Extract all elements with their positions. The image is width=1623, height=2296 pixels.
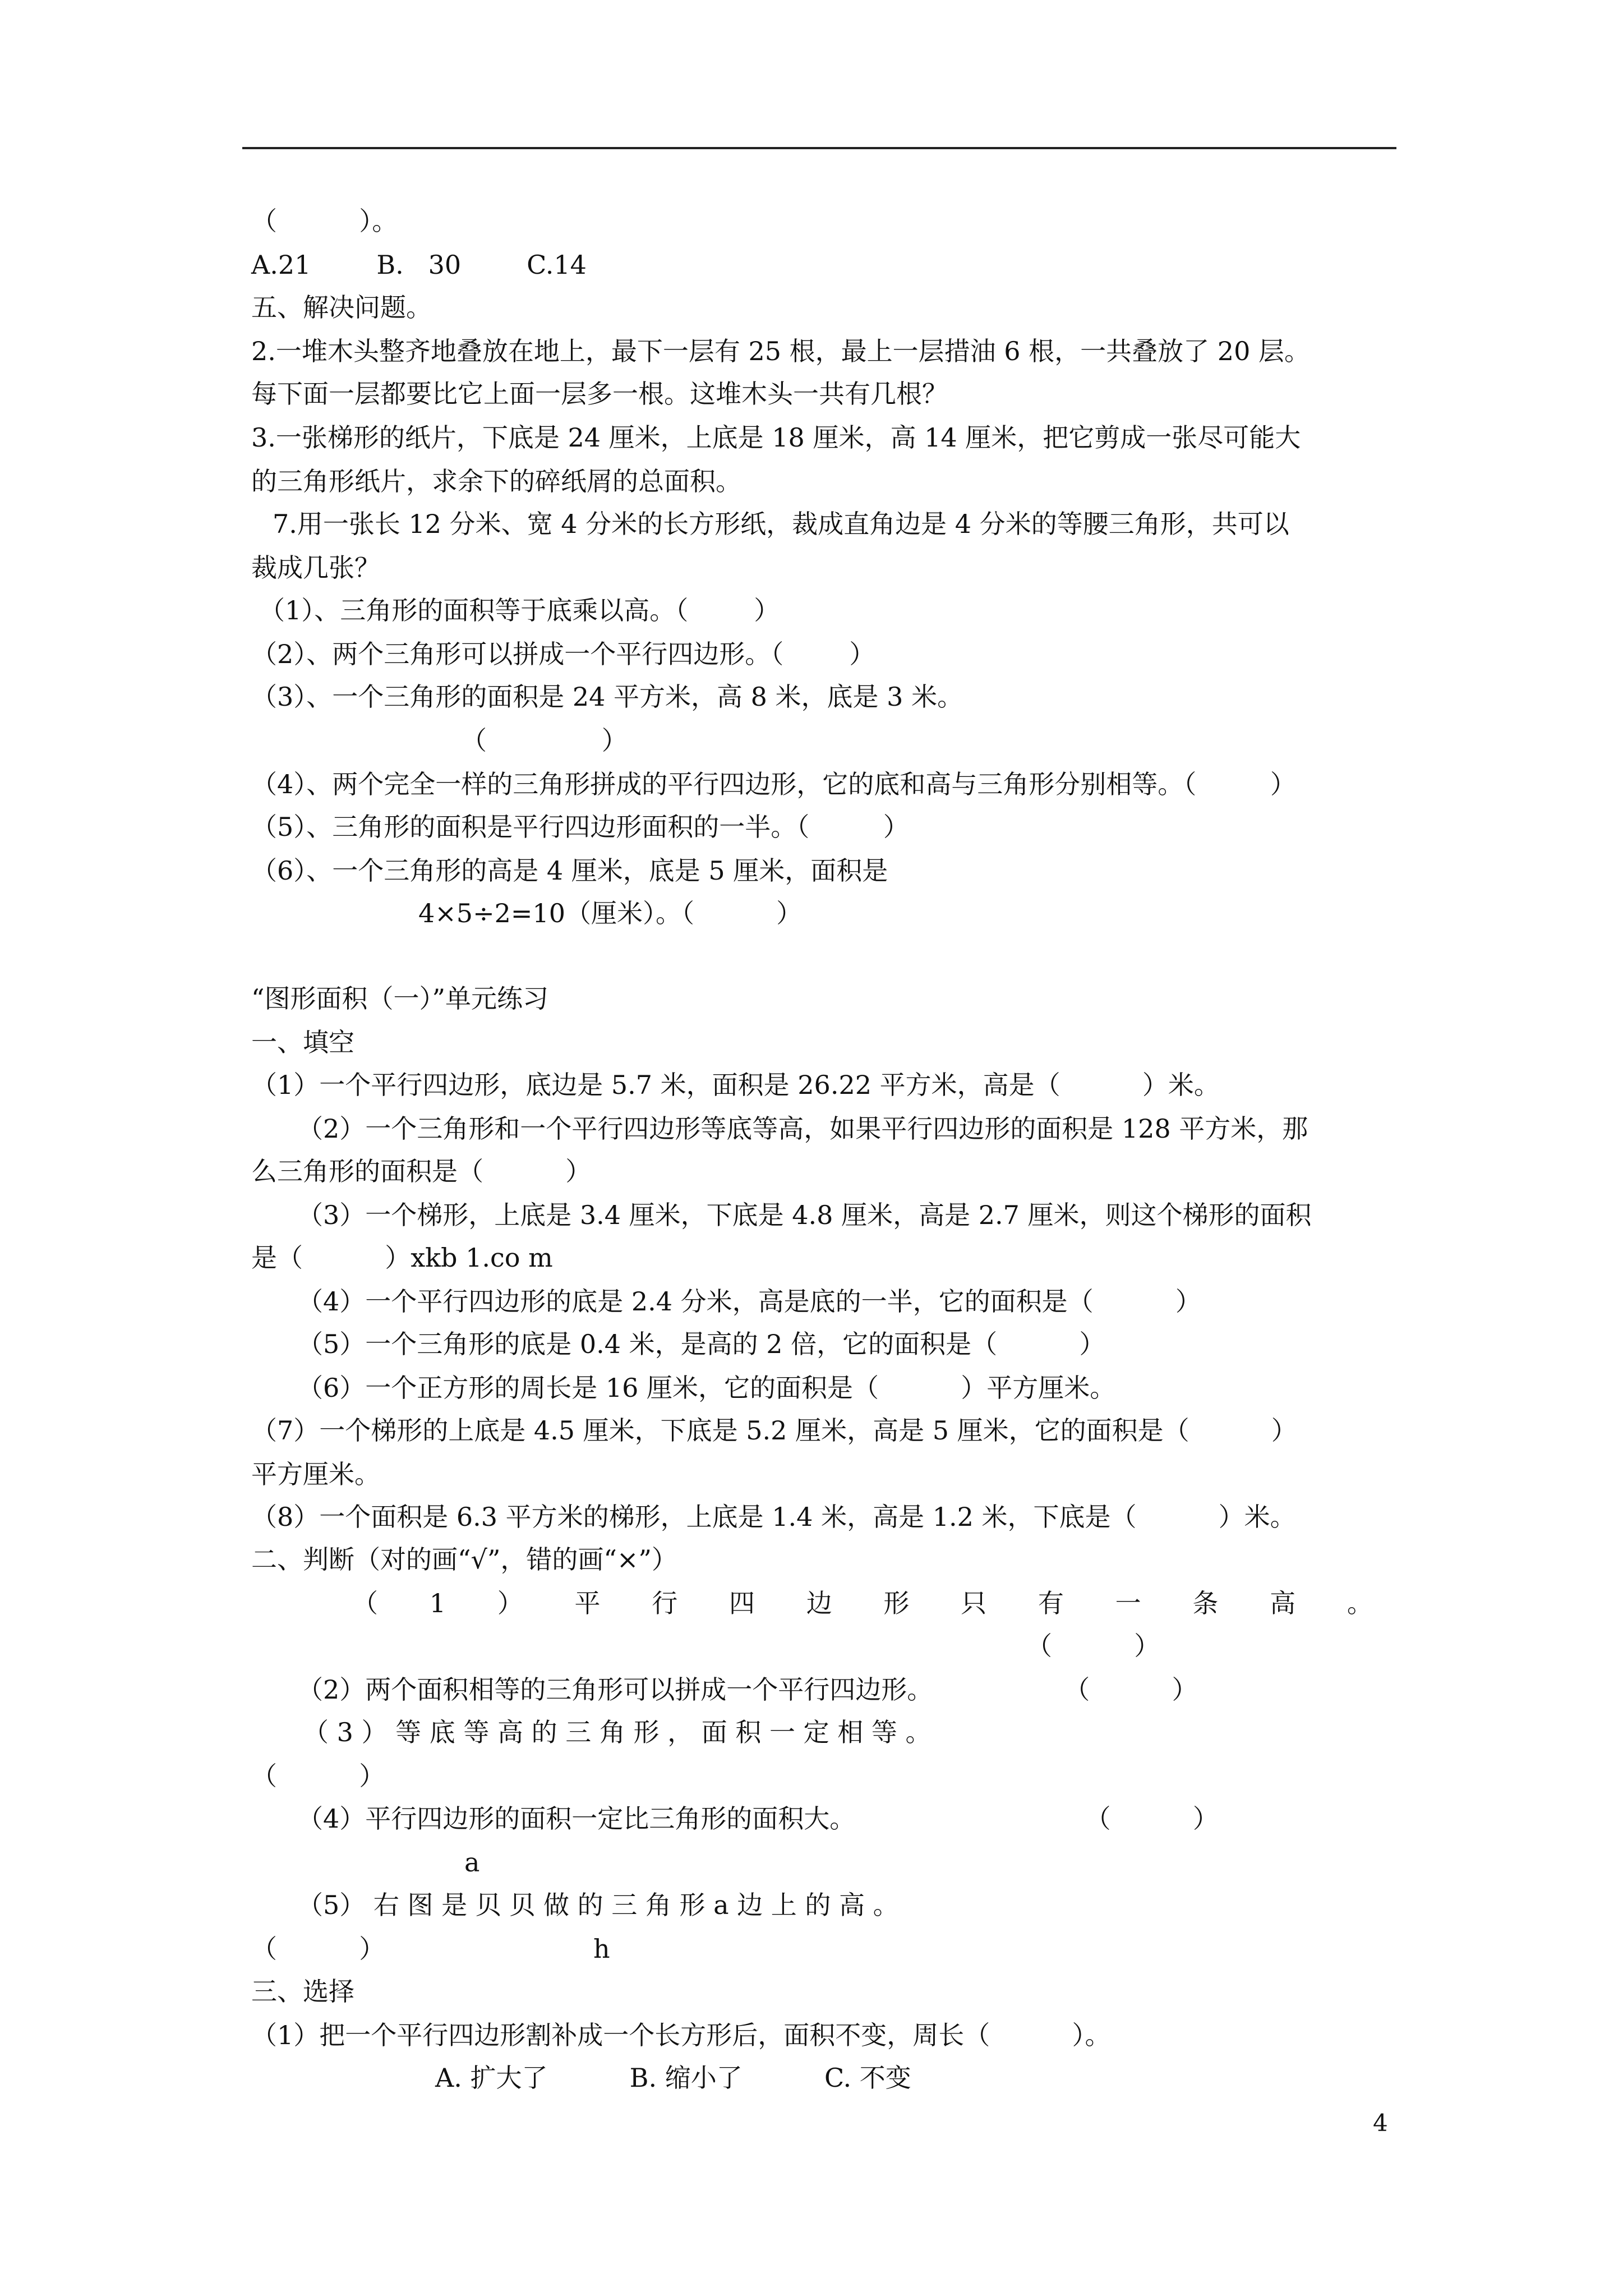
judgement-item: （ 3 ） 等 底 等 高 的 三 角 形 ， 面 积 一 定 相 等 。 (303, 1717, 932, 1747)
judgement-item: （2）、两个三角形可以拼成一个平行四边形。（ ） (251, 639, 875, 669)
choice-item: （1）把一个平行四边形割补成一个长方形后，面积不变，周长（ ）。 (251, 2020, 1111, 2050)
answer-blank: （ ） (251, 1761, 385, 1791)
char: 边 (806, 1588, 832, 1618)
char: 四 (728, 1588, 755, 1618)
char: 1 (429, 1588, 446, 1618)
judgement-item: （1）、三角形的面积等于底乘以高。（ ） (259, 595, 780, 625)
figure-label-a: a (464, 1847, 480, 1878)
choice-options: A. 扩大了 B. 缩小了 C. 不变 (435, 2063, 911, 2093)
unit-title: “图形面积（一）”单元练习 (251, 983, 549, 1014)
answer-blank: （ ）。 (251, 206, 398, 236)
problem-text: 的三角形纸片，求余下的碎纸屑的总面积。 (251, 466, 741, 496)
char: 高 (1270, 1588, 1296, 1618)
judgement-item: （4）平行四边形的面积一定比三角形的面积大。 （ ） (297, 1803, 1219, 1834)
problem-text: 裁成几张？ (251, 553, 380, 583)
char: 。 (1347, 1588, 1373, 1618)
answer-blank: （ ） (461, 725, 628, 756)
section-heading: 三、选择 (251, 1976, 354, 2007)
char: 行 (652, 1588, 678, 1618)
header-rule (242, 147, 1396, 149)
fill-blank-item: （4）一个平行四边形的底是 2.4 分米，高是底的一半，它的面积是（ ） (297, 1286, 1201, 1317)
judgement-item: （3）、一个三角形的面积是 24 平方米，高 8 米，底是 3 米。 (251, 682, 963, 712)
fill-blank-item: 么三角形的面积是（ ） (251, 1156, 592, 1186)
char: 一 (1115, 1588, 1141, 1618)
fill-blank-item: （2）一个三角形和一个平行四边形等底等高，如果平行四边形的面积是 128 平方米，那 (297, 1114, 1308, 1144)
answer-blank: （ ） (251, 1934, 385, 1964)
fill-blank-item: （6）一个正方形的周长是 16 厘米，它的面积是（ ）平方厘米。 (297, 1373, 1116, 1403)
char: 平 (574, 1588, 601, 1618)
judgement-item-spaced (352, 1588, 1373, 1619)
figure-label-h: h (593, 1934, 610, 1964)
judgement-item: （5） 右 图 是 贝 贝 做 的 三 角 形 a 边 上 的 高 。 (297, 1890, 899, 1920)
char: 条 (1192, 1588, 1219, 1618)
choice-options: A.21 B. 30 C.14 (251, 250, 587, 280)
section-heading: 五、解决问题。 (251, 292, 432, 323)
fill-blank-item: 是（ ）xkb 1.co m (251, 1243, 553, 1273)
problem-text: 3.一张梯形的纸片，下底是 24 厘米，上底是 18 厘米，高 14 厘米，把它剪成一张尽可能大 (251, 422, 1301, 453)
fill-blank-item: （7）一个梯形的上底是 4.5 厘米，下底是 5.2 厘米，高是 5 厘米，它的面积是（ ） (251, 1415, 1297, 1446)
section-heading: 一、填空 (251, 1027, 354, 1057)
judgement-item: （5）、三角形的面积是平行四边形面积的一半。（ ） (251, 812, 909, 842)
fill-blank-item: （8）一个面积是 6.3 平方米的梯形，上底是 1.4 米，高是 1.2 米，下底是（ ）米。 (251, 1502, 1296, 1532)
fill-blank-item: （5）一个三角形的底是 0.4 米，是高的 2 倍，它的面积是（ ） (297, 1329, 1105, 1359)
char: （ (352, 1588, 378, 1618)
char: 有 (1038, 1588, 1064, 1618)
answer-blank: （ ） (1026, 1631, 1160, 1661)
problem-text: 2.一堆木头整齐地叠放在地上，最下一层有 25 根，最上一层措油 6 根，一共叠放了 20 层。 (251, 336, 1310, 366)
page-number: 4 (1373, 2109, 1388, 2137)
judgement-item: （4）、两个完全一样的三角形拼成的平行四边形，它的底和高与三角形分别相等。（ ） (251, 769, 1296, 799)
judgement-item: （2）两个面积相等的三角形可以拼成一个平行四边形。 （ ） (297, 1674, 1198, 1705)
char: 只 (961, 1588, 987, 1618)
fill-blank-item: 平方厘米。 (251, 1459, 380, 1489)
fill-blank-item: （1）一个平行四边形，底边是 5.7 米，面积是 26.22 平方米，高是（ ）米。 (251, 1070, 1220, 1100)
fill-blank-item: （3）一个梯形，上底是 3.4 厘米，下底是 4.8 厘米，高是 2.7 厘米，则这个梯形的面积 (297, 1200, 1312, 1230)
problem-text: 7.用一张长 12 分米、宽 4 分米的长方形纸，裁成直角边是 4 分米的等腰三角形，共可以 (273, 509, 1289, 539)
char: 形 (883, 1588, 910, 1618)
section-heading: 二、判断（对的画“√”，错的画“×”） (251, 1544, 677, 1575)
judgement-item: （6）、一个三角形的高是 4 厘米，底是 5 厘米，面积是 (251, 855, 888, 886)
char: ） (497, 1588, 523, 1618)
problem-text: 每下面一层都要比它上面一层多一根。这堆木头一共有几根？ (251, 379, 948, 409)
judgement-item: 4×5÷2=10（厘米）。（ ） (418, 898, 803, 928)
